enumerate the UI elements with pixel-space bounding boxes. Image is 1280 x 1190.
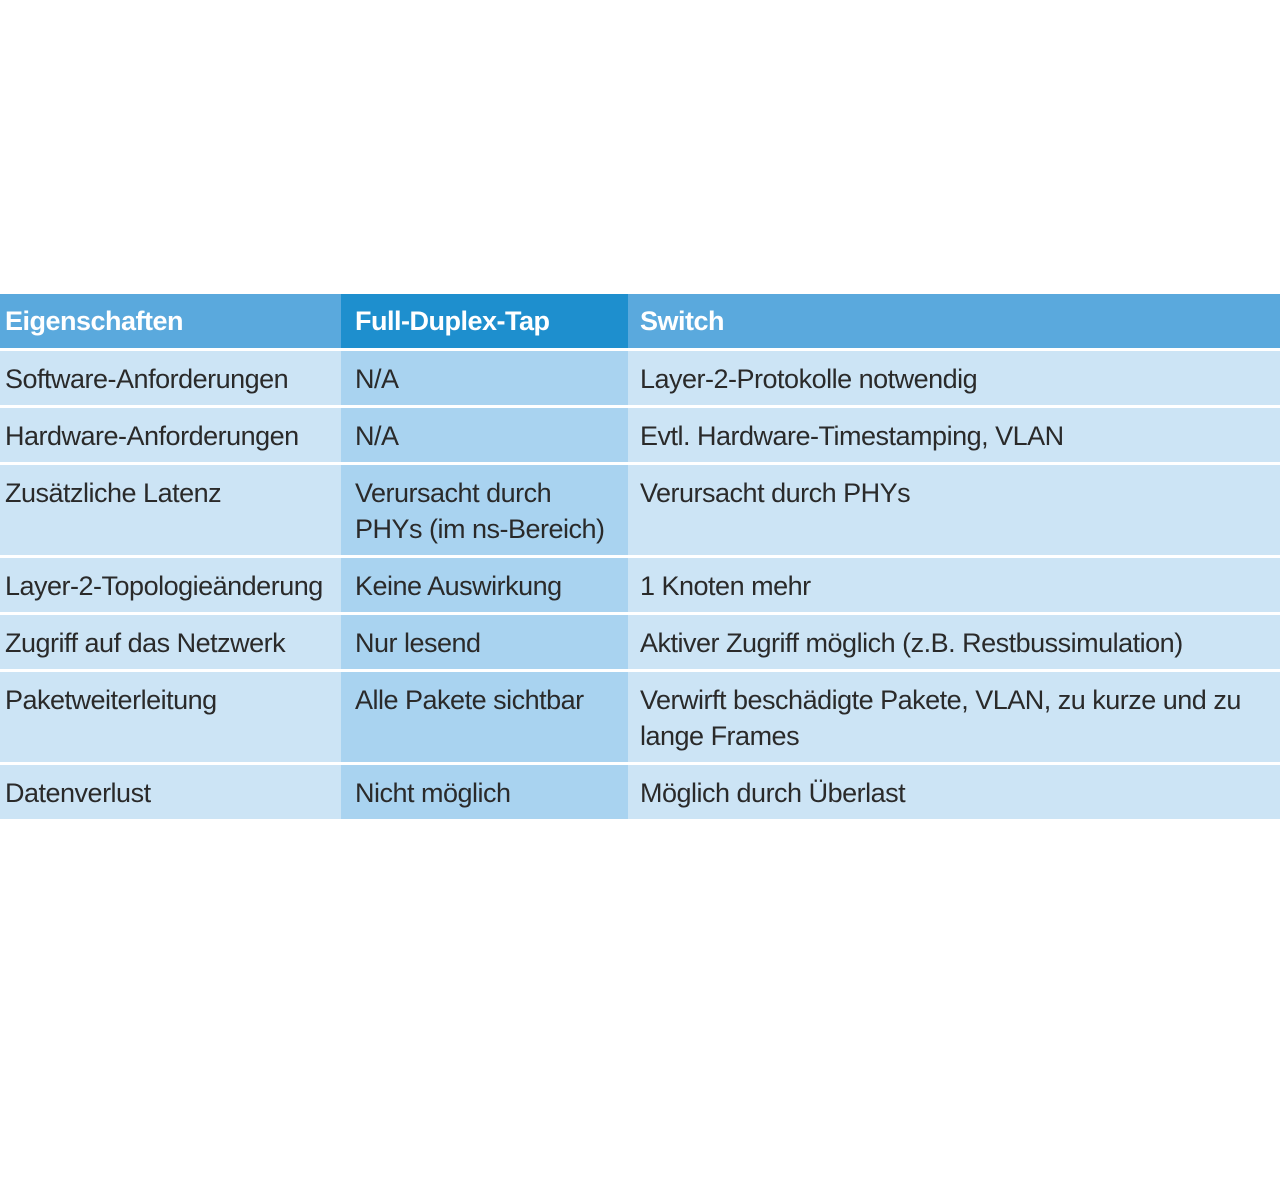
property-cell: Zusätzliche Latenz [0,465,341,555]
table-row [0,558,1280,615]
tap-cell: N/A [341,408,628,462]
tap-cell: Nur lesend [341,615,628,669]
tap-cell: N/A [341,351,628,405]
tap-cell: Alle Pakete sichtbar [341,672,628,762]
switch-cell: Evtl. Hardware-Timestamping, VLAN [628,408,1280,462]
table-header-row [0,294,1280,351]
table-row [0,672,1280,765]
property-cell: Software-Anforderungen [0,351,341,405]
switch-cell: Verursacht durch PHYs [628,465,1280,555]
switch-cell: Layer-2-Protokolle notwendig [628,351,1280,405]
property-cell: Zugriff auf das Netzwerk [0,615,341,669]
switch-cell: Verwirft beschädigte Pakete, VLAN, zu kurze und zu lange Frames [628,672,1280,762]
property-cell: Paketweiterleitung [0,672,341,762]
table-row [0,408,1280,465]
property-cell: Hardware-Anforderungen [0,408,341,462]
tap-cell: Keine Auswirkung [341,558,628,612]
switch-cell: 1 Knoten mehr [628,558,1280,612]
comparison-table [0,294,1280,819]
tap-cell: Nicht möglich [341,765,628,819]
header-switch: Switch [628,294,1280,348]
table-row [0,465,1280,558]
switch-cell: Möglich durch Überlast [628,765,1280,819]
header-eigenschaften: Eigenschaften [0,294,341,348]
table-row [0,765,1280,819]
switch-cell: Aktiver Zugriff möglich (z.B. Restbussimulation) [628,615,1280,669]
property-cell: Layer-2-Topologieänderung [0,558,341,612]
table-row [0,351,1280,408]
header-full-duplex-tap: Full-Duplex-Tap [341,294,628,348]
table-row [0,615,1280,672]
property-cell: Datenverlust [0,765,341,819]
tap-cell: Verursacht durch PHYs (im ns-Bereich) [341,465,628,555]
